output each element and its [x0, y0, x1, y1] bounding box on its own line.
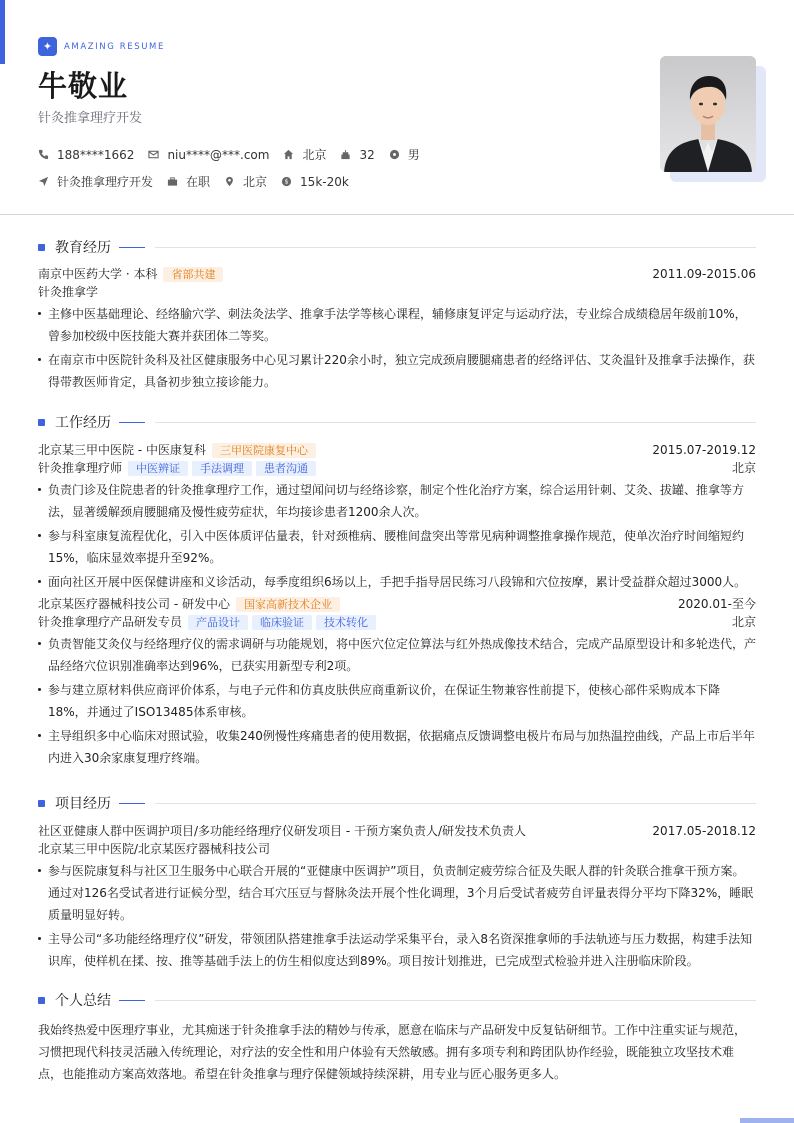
section-underline	[119, 1000, 145, 1001]
company-tag: 三甲医院康复中心	[212, 443, 316, 458]
job-value: 针灸推拿理疗开发	[57, 175, 154, 189]
coin-icon	[281, 176, 292, 187]
intent-row	[38, 173, 363, 190]
skill-tag: 产品设计	[188, 615, 248, 630]
intent-status	[167, 173, 210, 190]
project-org: 北京某三甲中医院/北京某医疗器械科技公司	[38, 842, 271, 856]
list-item: 负责智能艾灸仪与经络理疗仪的需求调研与功能规划，将中医穴位定位算法与红外热成像技术结合，完成产品原型设计和多轮迭代，产品经络穴位识别准确率达到96%，已获实用新型专利2项。	[38, 633, 756, 677]
gender-value: 男	[407, 148, 420, 162]
summary-text: 我始终热爱中医理疗事业，尤其痴迷于针灸推拿手法的精妙与传承，愿意在临床与产品研发中反复钻研细节。工作中注重实证与规范，习惯把现代科技灵活融入传统理论，对疗法的安全性和用户体验有天然敏感。拥有多项专利和跨团队协作经验，既能独立攻坚技术难点，也能推动方案高效落地。希望在针灸推拿与理疗保健领域持续深耕，用专业与匠心服务更多人。	[38, 1023, 747, 1081]
company-name: 北京某三甲中医院 - 中医康复科	[38, 443, 206, 457]
skill-tag: 技术转化	[316, 615, 376, 630]
section-divider	[155, 247, 756, 248]
svg-text:$: $	[284, 177, 289, 186]
contact-age	[340, 148, 374, 162]
project-org-row	[38, 840, 756, 858]
contact-gender	[389, 146, 420, 163]
work-location: 北京	[731, 461, 756, 475]
home-icon	[283, 149, 294, 160]
list-item: 负责门诊及住院患者的针灸推拿理疗工作，通过望闻问切与经络诊察，制定个性化治疗方案，综合运用针刺、艾灸、拔罐、推拿等方法，显著缓解颈肩腰腿痛及慢性疲劳症状，年均接诊患者1200余人次。	[38, 479, 756, 523]
project-title: 社区亚健康人群中医调护项目/多功能经络理疗仪研发项目 - 干预方案负责人/研发技术负责人	[38, 824, 527, 838]
section-underline	[119, 247, 145, 248]
location-pin-icon	[224, 176, 235, 187]
city-value: 北京	[302, 148, 327, 162]
work-heading: 工作经历	[55, 415, 111, 431]
cake-icon	[340, 149, 351, 160]
briefcase-icon	[167, 176, 178, 187]
contact-city	[283, 146, 326, 163]
summary-heading: 个人总结	[55, 993, 111, 1009]
project-section	[38, 794, 756, 972]
education-section	[38, 238, 756, 393]
role: 针灸推拿理疗产品研发专员	[38, 615, 183, 629]
education-header	[38, 265, 756, 283]
list-item: 主修中医基础理论、经络腧穴学、刺法灸法学、推拿手法学等核心课程，辅修康复评定与运动疗法，专业综合成绩稳居年级前10%，曾参加校级中医技能大赛并获团体二等奖。	[38, 303, 756, 347]
work-header	[38, 595, 756, 613]
education-bullets	[38, 303, 756, 393]
work-role-row	[38, 613, 756, 631]
resume-header	[0, 0, 794, 215]
work-bullets	[38, 479, 756, 593]
age-value: 32	[359, 147, 375, 162]
list-item: 参与建立原材料供应商评价体系，与电子元件和仿真皮肤供应商重新议价，在保证生物兼容性前提下，使核心部件采购成本下降18%，并通过了ISO13485体系审核。	[38, 679, 756, 723]
contact-phone[interactable]	[38, 148, 134, 162]
education-heading: 教育经历	[55, 240, 111, 256]
section-divider	[155, 803, 756, 804]
candidate-name: 牛敬业	[38, 69, 129, 103]
work-header	[38, 441, 756, 459]
section-marker	[38, 997, 45, 1004]
major: 针灸推拿学	[38, 285, 99, 299]
list-item: 主导公司“多功能经络理疗仪”研发，带领团队搭建推拿手法运动学采集平台，录入8名资深推拿师的手法轨迹与压力数据，构建手法知识库，使样机在揉、按、推等基础手法上的仿生相似度达到89%。项目按计划推进，已完成型式检验并进入注册临床阶段。	[38, 928, 756, 972]
section-divider	[155, 422, 756, 423]
intent-city	[224, 173, 267, 190]
contact-row	[38, 146, 434, 163]
section-divider	[155, 1000, 756, 1001]
mail-icon	[148, 149, 159, 160]
skill-tag: 手法调理	[192, 461, 252, 476]
salary-value: 15k-20k	[300, 174, 349, 189]
skill-tag: 中医辨证	[128, 461, 188, 476]
intent-salary	[281, 175, 349, 189]
project-heading: 项目经历	[55, 796, 111, 812]
section-marker	[38, 244, 45, 251]
phone-icon	[38, 149, 49, 160]
work-bullets	[38, 633, 756, 769]
sparkle-icon: ✦	[38, 37, 57, 56]
brand-label: AMAZING RESUME	[64, 41, 165, 52]
company-tag: 国家高新技术企业	[236, 597, 340, 612]
section-marker	[38, 419, 45, 426]
email-value: niu****@***.com	[167, 147, 270, 162]
project-period: 2017.05-2018.12	[652, 824, 756, 838]
list-item: 参与科室康复流程优化，引入中医体质评估量表，针对颈椎病、腰椎间盘突出等常见病种调整推拿操作规范，使单次治疗时间缩短约15%，临床显效率提升至92%。	[38, 525, 756, 569]
education-period: 2011.09-2015.06	[652, 267, 756, 281]
contact-email[interactable]	[148, 148, 269, 162]
avatar	[660, 56, 756, 172]
section-title	[38, 238, 756, 256]
skill-tag: 临床验证	[252, 615, 312, 630]
summary-section	[38, 991, 756, 1085]
send-icon	[38, 176, 49, 187]
list-item: 在南京市中医院针灸科及社区健康服务中心见习累计220余小时，独立完成颈肩腰腿痛患者的经络评估、艾灸温针及推拿手法操作，获得带教医师肯定，具备初步独立接诊能力。	[38, 349, 756, 393]
skill-tag: 患者沟通	[256, 461, 316, 476]
section-title	[38, 794, 756, 812]
intent-job	[38, 173, 153, 190]
project-bullets	[38, 860, 756, 972]
company-name: 北京某医疗器械科技公司 - 研发中心	[38, 597, 230, 611]
list-item: 主导组织多中心临床对照试验，收集240例慢性疼痛患者的使用数据，依据痛点反馈调整电极片布局与加热温控曲线，产品上市后半年内进入30余家康复理疗终端。	[38, 725, 756, 769]
project-header	[38, 822, 756, 840]
brand	[38, 37, 165, 56]
section-title	[38, 991, 756, 1009]
school-name: 南京中医药大学 · 本科	[38, 267, 158, 281]
corner-bar	[740, 1118, 794, 1123]
list-item: 面向社区开展中医保健讲座和义诊活动，每季度组织6场以上，手把手指导居民练习八段锦和穴位按摩，累计受益群众超过3000人。	[38, 571, 756, 593]
section-underline	[119, 422, 145, 423]
list-item: 参与医院康复科与社区卫生服务中心联合开展的“亚健康中医调护”项目，负责制定疲劳综合征及失眠人群的针灸联合推拿干预方案。通过对126名受试者进行证候分型，结合耳穴压豆与督脉灸法开展个性化调理，3个月后受试者疲劳自评量表得分平均下降32%，睡眠质量明显好转。	[38, 860, 756, 926]
gender-icon	[389, 149, 400, 160]
intent-city-value: 北京	[243, 175, 268, 189]
section-underline	[119, 803, 145, 804]
candidate-subtitle: 针灸推拿理疗开发	[38, 111, 143, 126]
school-tag: 省部共建	[163, 267, 223, 282]
work-role-row	[38, 459, 756, 477]
section-marker	[38, 800, 45, 807]
work-period: 2015.07-2019.12	[652, 443, 756, 457]
phone-value: 188****1662	[57, 147, 135, 162]
work-period: 2020.01-至今	[678, 597, 756, 611]
education-major-row	[38, 283, 756, 301]
work-location: 北京	[731, 615, 756, 629]
status-value: 在职	[186, 175, 211, 189]
work-section	[38, 413, 756, 769]
section-title	[38, 413, 756, 431]
role: 针灸推拿理疗师	[38, 461, 123, 475]
